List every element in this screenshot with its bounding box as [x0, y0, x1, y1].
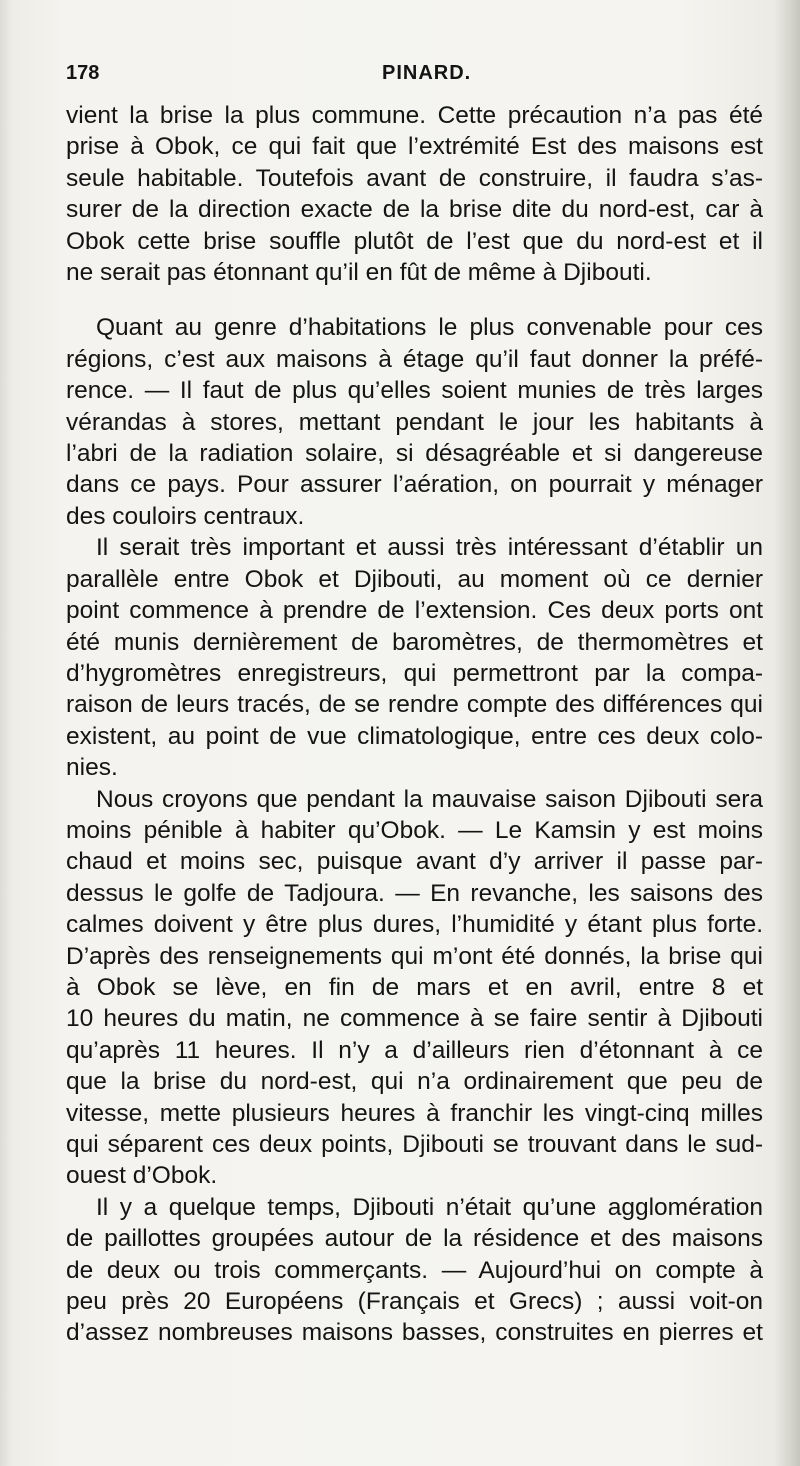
text-line: point commence à prendre de l’extension. Ces deux ports ont [66, 597, 763, 625]
text-line: calmes doivent y être plus dures, l’humidité y étant plus forte. [66, 911, 763, 939]
text-line: de paillottes groupées autour de la résidence et des maisons [66, 1225, 763, 1253]
page-header [66, 62, 756, 94]
text-line: dans ce pays. Pour assurer l’aération, on pourrait y ménager [66, 471, 763, 499]
text-line: Quant au genre d’habitations le plus convenable pour ces [96, 314, 763, 342]
text-line: Il serait très important et aussi très intéressant d’établir un [96, 534, 763, 562]
body-text [66, 100, 763, 1349]
paragraph [66, 100, 763, 288]
text-line: vitesse, mette plusieurs heures à franchir les vingt-cinq milles [66, 1099, 763, 1127]
text-line: peu près 20 Européens (Français et Grecs) ; aussi voit-on [66, 1288, 763, 1316]
text-line: 10 heures du matin, ne commence à se faire sentir à Djibouti [66, 1005, 763, 1033]
text-line: des couloirs centraux. [66, 502, 305, 530]
text-line: seule habitable. Toutefois avant de construire, il faudra s’as- [66, 164, 763, 192]
text-line: à Obok se lève, en fin de mars et en avril, entre 8 et [66, 973, 763, 1001]
page-right-shadow [774, 0, 800, 1466]
text-line: raison de leurs tracés, de se rendre compte des différences qui [66, 691, 763, 719]
text-line: ouest d’Obok. [66, 1162, 218, 1190]
paragraph [66, 784, 763, 1192]
page-left-shadow [0, 0, 12, 1466]
text-line: l’abri de la radiation solaire, si désagréable et si dangereuse [66, 440, 763, 468]
paragraph [66, 532, 763, 783]
paragraph [66, 1192, 763, 1349]
text-line: ne serait pas étonnant qu’il en fût de même à Djibouti. [66, 259, 652, 287]
running-head: PINARD. [382, 62, 472, 84]
text-line: Obok cette brise souffle plutôt de l’est que du nord-est et il [66, 227, 763, 255]
text-line: de deux ou trois commerçants. — Aujourd’hui on compte à [66, 1256, 763, 1284]
text-line: qui séparent ces deux points, Djibouti se trouvant dans le sud- [66, 1131, 763, 1158]
text-line: Nous croyons que pendant la mauvaise saison Djibouti sera [96, 785, 763, 813]
text-line: dessus le golfe de Tadjoura. — En revanche, les saisons des [66, 879, 763, 907]
text-line: moins pénible à habiter qu’Obok. — Le Kamsin y est moins [66, 816, 763, 844]
page-number: 178 [66, 62, 100, 84]
text-line: D’après des renseignements qui m’ont été donnés, la brise qui [66, 942, 763, 970]
text-line: été munis dernièrement de baromètres, de thermomètres et [66, 628, 763, 656]
text-line: nies. [66, 754, 118, 782]
text-line: vient la brise la plus commune. Cette précaution n’a pas été [66, 102, 763, 129]
text-line: que la brise du nord-est, qui n’a ordinairement que peu de [66, 1068, 763, 1096]
text-line: parallèle entre Obok et Djibouti, au moment où ce dernier [66, 565, 763, 593]
text-line: existent, au point de vue climatologique, entre ces deux colo- [66, 722, 763, 750]
text-line: prise à Obok, ce qui fait que l’extrémité Est des maisons est [66, 133, 763, 161]
text-line: chaud et moins sec, puisque avant d’y arriver il passe par- [66, 848, 763, 876]
text-line: rence. — Il faut de plus qu’elles soient munies de très larges [66, 377, 763, 405]
text-line: régions, c’est aux maisons à étage qu’il faut donner la préfé- [66, 345, 763, 373]
text-line: surer de la direction exacte de la brise dite du nord-est, car à [66, 196, 763, 224]
paragraph [66, 312, 763, 532]
text-line: d’hygromètres enregistreurs, qui permettront par la compa- [66, 659, 763, 687]
text-line: vérandas à stores, mettant pendant le jour les habitants à [66, 408, 763, 436]
text-line: qu’après 11 heures. Il n’y a d’ailleurs rien d’étonnant à ce [66, 1036, 763, 1064]
text-line: d’assez nombreuses maisons basses, construites en pierres et [66, 1319, 763, 1347]
text-line: Il y a quelque temps, Djibouti n’était qu’une agglomération [96, 1193, 763, 1221]
